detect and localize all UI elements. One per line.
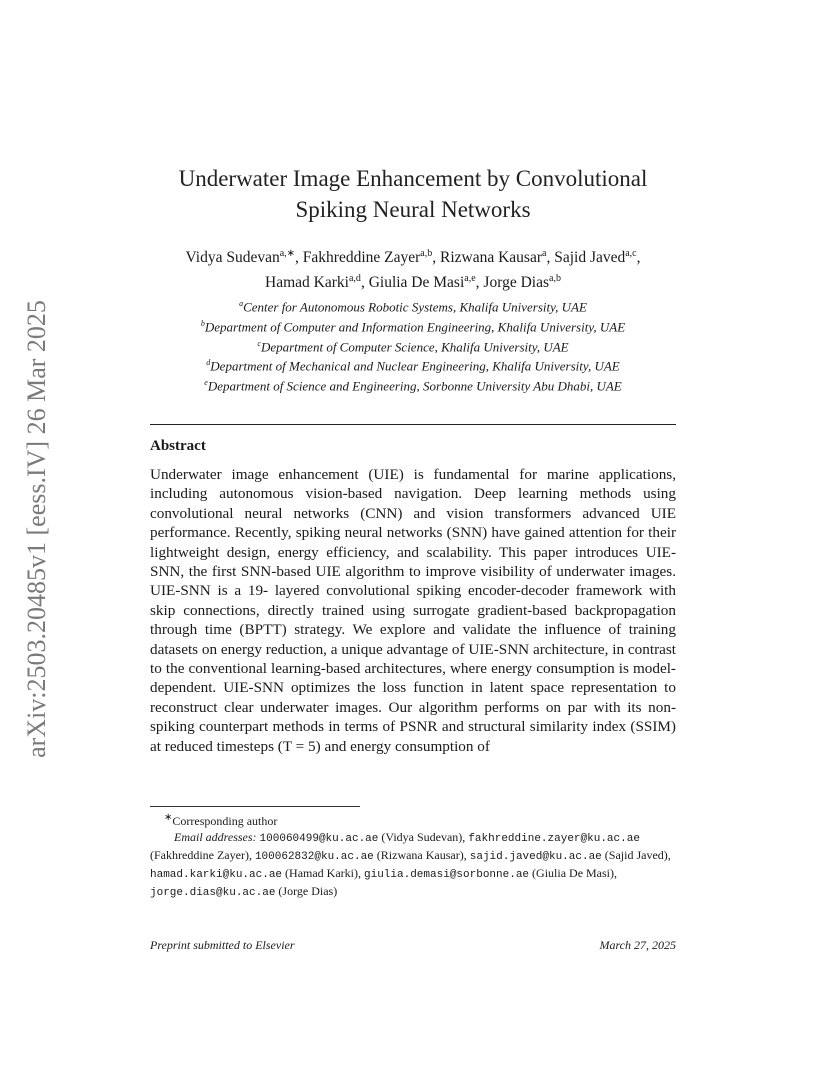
corresponding-author-note: ∗Corresponding author <box>164 812 278 828</box>
author-3: Rizwana Kausar$^a$, <box>440 248 555 267</box>
footer-date: March 27, 2025 <box>599 938 676 952</box>
author-list <box>150 243 676 293</box>
paper-title <box>150 163 676 225</box>
footnotes <box>150 810 676 901</box>
abstract-heading: Abstract <box>150 438 206 454</box>
affiliation-e: $^e$Department of Science and Engineering, Sorbonne University Abu Dhabi, UAE <box>204 378 622 394</box>
email-label: Email addresses: <box>174 830 257 844</box>
email-link[interactable]: giulia.demasi@sorbonne.ae <box>364 869 530 881</box>
arxiv-side-stamp <box>17 285 57 773</box>
email-link[interactable]: 100062832@ku.ac.ae <box>254 851 374 863</box>
affiliation-list <box>150 296 676 395</box>
author-2: Fakhreddine Zayer$^{a,b}$, <box>302 248 440 267</box>
arxiv-identifier: arXiv:2503.20485v1 [eess.IV] 26 Mar 2025 <box>22 300 51 758</box>
page-footer <box>150 938 676 953</box>
footnote-rule <box>150 806 360 807</box>
author-5: Hamad Karki$^{a,d}$, <box>265 273 369 292</box>
author-1: Vidya Sudevan$^{a,∗}$, <box>185 248 303 267</box>
email-addresses: Email addresses: 100060499@ku.ac.ae (Vidya Sudevan), fakhreddine.zayer@ku.ac.ae (Fakhreddine Zayer), 100062832@ku.ac.ae (Rizwana Kausar), sajid.javed@ku.ac.ae (Sajid Javed), hamad.karki@ku.ac.ae (Hamad Karki), giulia.demasi@sorbonne.ae (Giulia De Masi), jorge.dias@ku.ac.ae (Jorge Dias) <box>150 830 671 899</box>
author-6: Giulia De Masi$^{a,e}$, <box>368 273 484 292</box>
email-link[interactable]: fakhreddine.zayer@ku.ac.ae <box>468 833 640 845</box>
affiliation-d: $^d$Department of Mechanical and Nuclear Engineering, Khalifa University, UAE <box>206 358 620 374</box>
email-link[interactable]: sajid.javed@ku.ac.ae <box>469 851 602 863</box>
affiliation-a: $^a$Center for Autonomous Robotic Systems, Khalifa University, UAE <box>239 299 587 315</box>
footer-submission-note: Preprint submitted to Elsevier <box>150 938 295 952</box>
abstract-body: Underwater image enhancement (UIE) is fundamental for marine applications, including autonomous vision-based navigation. Deep learning methods using convolutional neural networks (CNN) and vision transformers advanced UIE performance. Recently, spiking neural networks (SNN) have gained attention for their lightweight design, energy efficiency, and scalability. This paper introduces UIE-SNN, the first SNN-based UIE algorithm to improve visibility of underwater images. UIE-SNN is a 19- layered convolutional spiking encoder-decoder framework with skip connections, directly trained using surrogate gradient-based backpropagation through time (BPTT) strategy. We explore and validate the influence of training datasets on energy reduction, a unique advantage of UIE-SNN architecture, in contrast to the conventional learning-based architectures, where energy consumption is model-dependent. UIE-SNN optimizes the loss function in latent space representation to reconstruct clear underwater images. Our algorithm performs on par with its non-spiking counterpart methods in terms of PSNR and structural similarity index (SSIM) at reduced timesteps (T = 5) and energy consumption of <box>150 466 676 755</box>
author-7: Jorge Dias$^{a,b}$ <box>483 273 561 292</box>
title-line-2: Spiking Neural Networks <box>295 197 531 222</box>
email-link[interactable]: hamad.karki@ku.ac.ae <box>150 869 283 881</box>
email-link[interactable]: 100060499@ku.ac.ae <box>259 833 379 845</box>
title-line-1: Underwater Image Enhancement by Convolutional <box>178 166 648 191</box>
author-4: Sajid Javed$^{a,c}$, <box>554 248 641 267</box>
abstract-top-rule <box>150 424 676 425</box>
affiliation-c: $^c$Department of Computer Science, Khalifa University, UAE <box>257 338 569 354</box>
email-link[interactable]: jorge.dias@ku.ac.ae <box>150 887 276 899</box>
affiliation-b: $^b$Department of Computer and Information Engineering, Khalifa University, UAE <box>200 318 626 335</box>
